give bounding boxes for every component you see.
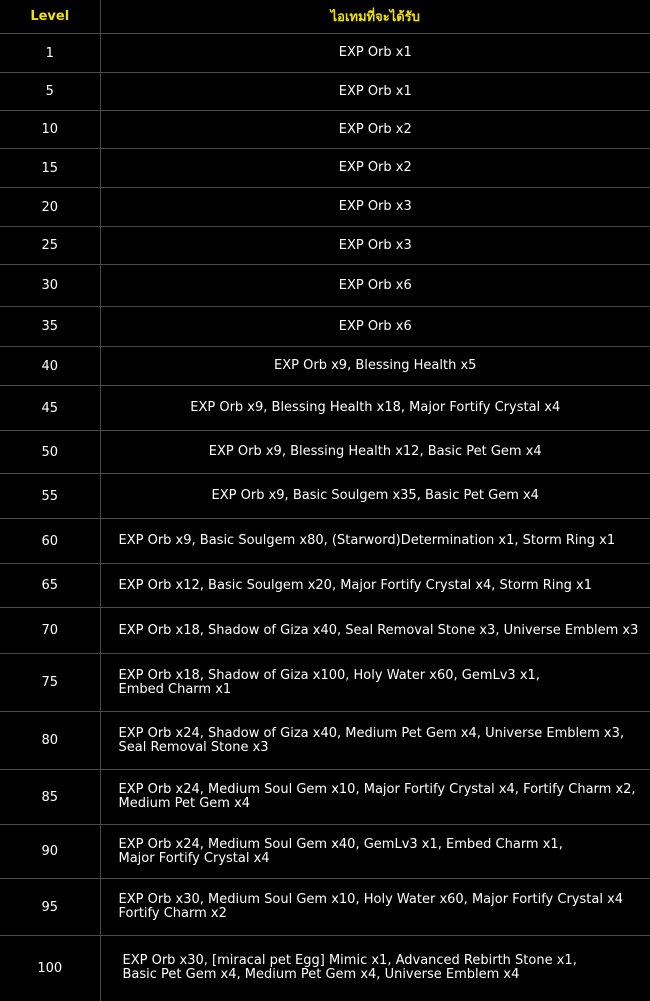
level-cell: 55 xyxy=(0,474,100,519)
item-line: EXP Orb x12, Basic Soulgem x20, Major Fortify Crystal x4, Storm Ring x1 xyxy=(119,579,650,593)
table-row xyxy=(0,386,650,431)
table-row xyxy=(0,770,650,825)
level-cell: 70 xyxy=(0,608,100,654)
table-row xyxy=(0,431,650,474)
item-line: Fortify Charm x2 xyxy=(119,907,650,921)
item-line: EXP Orb x2 xyxy=(101,123,650,137)
level-cell: 85 xyxy=(0,770,100,825)
items-cell xyxy=(100,188,650,227)
table-row xyxy=(0,608,650,654)
table-row xyxy=(0,654,650,712)
items-cell xyxy=(100,73,650,111)
level-cell: 65 xyxy=(0,564,100,608)
table-row xyxy=(0,227,650,265)
level-cell: 35 xyxy=(0,307,100,347)
item-line: Seal Removal Stone x3 xyxy=(119,741,650,755)
level-cell: 50 xyxy=(0,431,100,474)
item-line: EXP Orb x9, Blessing Health x12, Basic Pet Gem x4 xyxy=(101,445,650,459)
table-row xyxy=(0,34,650,73)
items-cell xyxy=(100,34,650,73)
table-row xyxy=(0,265,650,307)
item-line: EXP Orb x9, Blessing Health x18, Major Fortify Crystal x4 xyxy=(101,401,650,415)
items-cell xyxy=(100,149,650,188)
item-line: EXP Orb x18, Shadow of Giza x100, Holy Water x60, GemLv3 x1, xyxy=(119,669,650,683)
level-cell: 80 xyxy=(0,712,100,770)
items-cell xyxy=(100,227,650,265)
table-row xyxy=(0,111,650,149)
items-cell xyxy=(100,111,650,149)
items-cell xyxy=(100,770,650,825)
table-row xyxy=(0,825,650,879)
item-line: EXP Orb x9, Basic Soulgem x80, (Starword)Determination x1, Storm Ring x1 xyxy=(119,534,650,548)
level-cell: 40 xyxy=(0,347,100,386)
table-row xyxy=(0,149,650,188)
items-cell xyxy=(100,347,650,386)
level-column-header: Level xyxy=(0,0,100,34)
items-cell xyxy=(100,936,650,1001)
table-row xyxy=(0,188,650,227)
items-cell xyxy=(100,825,650,879)
items-cell xyxy=(100,564,650,608)
table-row xyxy=(0,712,650,770)
items-cell xyxy=(100,879,650,936)
table-row xyxy=(0,936,650,1001)
item-line: EXP Orb x3 xyxy=(101,239,650,253)
item-line: EXP Orb x6 xyxy=(101,320,650,334)
table-row xyxy=(0,474,650,519)
items-cell xyxy=(100,431,650,474)
level-cell: 30 xyxy=(0,265,100,307)
item-line: Medium Pet Gem x4 xyxy=(119,797,650,811)
table-row xyxy=(0,564,650,608)
level-cell: 10 xyxy=(0,111,100,149)
item-line: EXP Orb x6 xyxy=(101,279,650,293)
level-cell: 95 xyxy=(0,879,100,936)
level-cell: 100 xyxy=(0,936,100,1001)
item-line: Major Fortify Crystal x4 xyxy=(119,852,650,866)
table-row xyxy=(0,879,650,936)
level-cell: 1 xyxy=(0,34,100,73)
item-line: EXP Orb x1 xyxy=(101,85,650,99)
item-line: EXP Orb x30, Medium Soul Gem x10, Holy Water x60, Major Fortify Crystal x4 xyxy=(119,893,650,907)
level-cell: 20 xyxy=(0,188,100,227)
level-cell: 25 xyxy=(0,227,100,265)
items-cell xyxy=(100,608,650,654)
table-row xyxy=(0,347,650,386)
table-header-row xyxy=(0,0,650,34)
item-line: EXP Orb x24, Medium Soul Gem x40, GemLv3 x1, Embed Charm x1, xyxy=(119,838,650,852)
items-cell xyxy=(100,474,650,519)
item-line: EXP Orb x30, [miracal pet Egg] Mimic x1, Advanced Rebirth Stone x1, xyxy=(123,954,650,968)
table-row xyxy=(0,73,650,111)
item-line: EXP Orb x24, Shadow of Giza x40, Medium Pet Gem x4, Universe Emblem x3, xyxy=(119,727,650,741)
item-line: EXP Orb x3 xyxy=(101,200,650,214)
level-cell: 45 xyxy=(0,386,100,431)
item-line: EXP Orb x1 xyxy=(101,46,650,60)
items-cell xyxy=(100,519,650,564)
level-cell: 5 xyxy=(0,73,100,111)
level-cell: 60 xyxy=(0,519,100,564)
item-line: EXP Orb x24, Medium Soul Gem x10, Major Fortify Crystal x4, Fortify Charm x2, xyxy=(119,783,650,797)
item-line: EXP Orb x9, Basic Soulgem x35, Basic Pet Gem x4 xyxy=(101,489,650,503)
item-line: EXP Orb x18, Shadow of Giza x40, Seal Removal Stone x3, Universe Emblem x3 xyxy=(119,624,650,638)
items-cell xyxy=(100,265,650,307)
items-cell xyxy=(100,654,650,712)
items-cell xyxy=(100,307,650,347)
level-cell: 90 xyxy=(0,825,100,879)
item-line: Embed Charm x1 xyxy=(119,683,650,697)
item-line: Basic Pet Gem x4, Medium Pet Gem x4, Universe Emblem x4 xyxy=(123,968,650,982)
item-line: EXP Orb x9, Blessing Health x5 xyxy=(101,359,650,373)
items-column-header: ไอเทมที่จะได้รับ xyxy=(100,0,650,34)
table-row xyxy=(0,307,650,347)
level-cell: 75 xyxy=(0,654,100,712)
table-row xyxy=(0,519,650,564)
items-cell xyxy=(100,712,650,770)
level-cell: 15 xyxy=(0,149,100,188)
table-body xyxy=(0,34,650,1001)
item-line: EXP Orb x2 xyxy=(101,161,650,175)
items-cell xyxy=(100,386,650,431)
